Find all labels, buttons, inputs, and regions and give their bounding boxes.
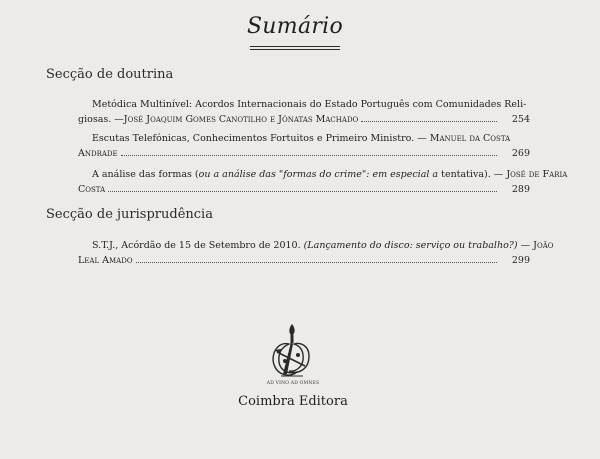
- entry-title-italic: ou a análise das "formas do crime": em especial a: [198, 169, 439, 180]
- dot-leader: [361, 121, 497, 122]
- page-number: 289: [511, 184, 530, 195]
- page-number: 254: [511, 114, 530, 125]
- entry-title-suffix: tentativa). —: [438, 169, 507, 180]
- entry-title-suffix: —: [517, 240, 534, 251]
- section-heading-jurisprudencia: Secção de jurisprudência: [46, 207, 213, 222]
- entry-author-continued: Andrade: [78, 148, 118, 159]
- entry-author-continued: Leal Amado: [78, 255, 133, 266]
- page-number: 269: [511, 148, 530, 159]
- title-underline-double: [250, 49, 340, 50]
- title-underline: [250, 46, 340, 47]
- entry-title: Metódica Multinível: Acordos Internacionais do Estado Português com Comunidades Reli-: [92, 99, 527, 110]
- section-heading-doutrina: Secção de doutrina: [46, 67, 174, 82]
- entry-authors: José Joaquim Gomes Canotilho e Jónatas Machado: [123, 114, 359, 125]
- dot-leader: [108, 191, 497, 192]
- page-title: Sumário: [246, 14, 344, 39]
- toc-entry[interactable]: [78, 167, 568, 197]
- entry-author-continued: Costa: [78, 184, 106, 195]
- dot-leader: [136, 262, 497, 263]
- publisher-logo-icon: [261, 320, 321, 382]
- entry-author: José de Faria: [506, 169, 568, 180]
- entry-title: Escutas Telefónicas, Conhecimentos Fortuitos e Primeiro Ministro. —: [92, 133, 430, 144]
- entry-title: A análise das formas (: [92, 169, 199, 180]
- toc-entry[interactable]: [78, 97, 530, 127]
- toc-entry[interactable]: [78, 238, 554, 268]
- page-number: 299: [511, 255, 530, 266]
- entry-title-continued: giosas. —: [78, 114, 124, 125]
- entry-author: Manuel da Costa: [429, 133, 511, 144]
- publisher-name: Coimbra Editora: [238, 394, 348, 409]
- entry-title-italic: (Lançamento do disco: serviço ou trabalho?): [303, 240, 518, 251]
- dot-leader: [121, 155, 497, 156]
- toc-entry[interactable]: [78, 131, 530, 161]
- entry-title: S.T.J., Acórdão de 15 de Setembro de 2010.: [92, 240, 304, 251]
- logo-motto: AD VINO AD OMNES: [266, 381, 320, 386]
- entry-author: João: [533, 240, 554, 251]
